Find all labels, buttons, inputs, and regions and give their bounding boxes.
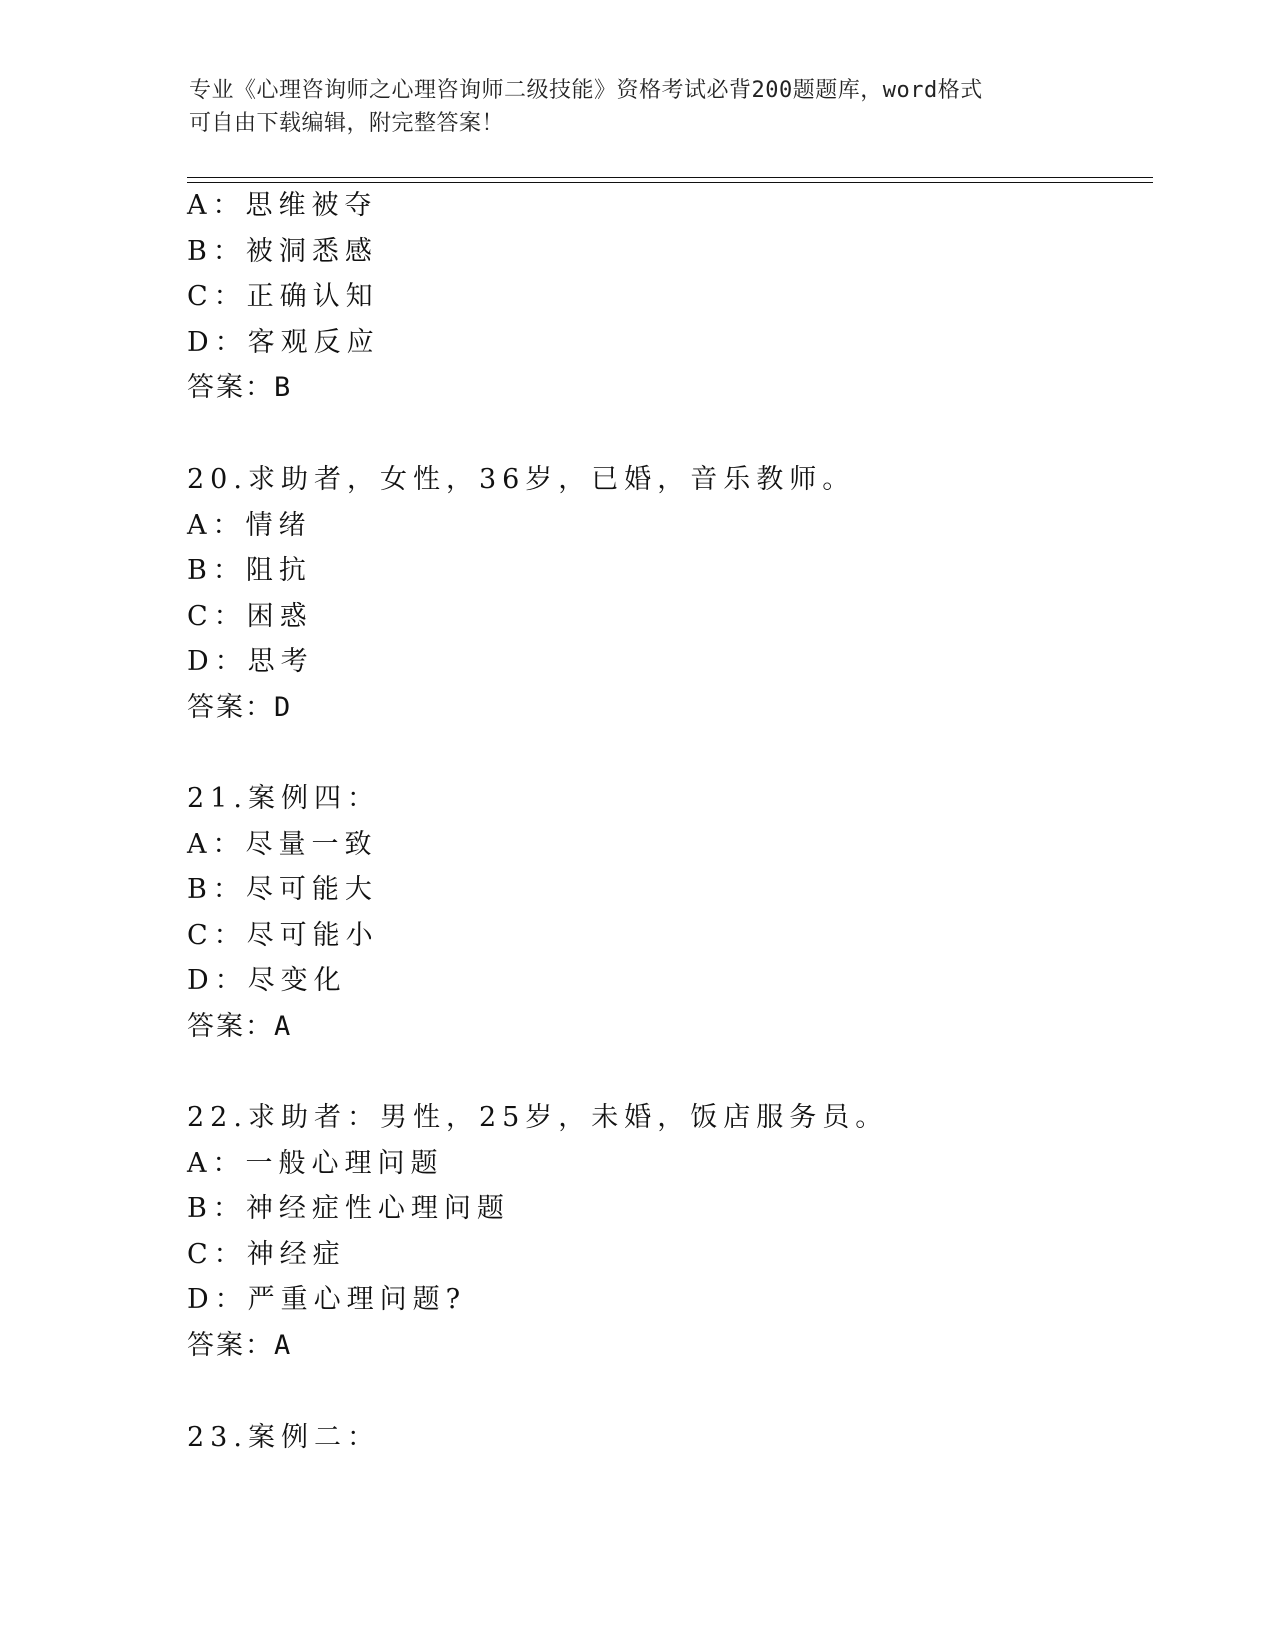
question-text: 20.求助者，女性，36岁，已婚，音乐教师。	[187, 464, 856, 495]
answer-line: 答案：D	[187, 691, 293, 723]
option-a: A：尽量一致	[187, 828, 378, 860]
option-b: B：被洞悉感	[187, 235, 378, 267]
option-c: C：困惑	[187, 600, 313, 632]
option-a: A：思维被夺	[187, 190, 378, 221]
option-a: A：一般心理问题	[187, 1147, 444, 1179]
question-block-23	[187, 1415, 1087, 1461]
header-line-1: 专业《心理咨询师之心理咨询师二级技能》资格考试必背200题题库，word格式	[189, 78, 983, 103]
option-d: D：尽变化	[187, 965, 347, 997]
question-text: 22.求助者：男性，25岁，未婚，饭店服务员。	[187, 1102, 889, 1133]
option-b: B：神经症性心理问题	[187, 1193, 510, 1225]
question-block-21	[187, 776, 1087, 1050]
answer-line: 答案：A	[187, 1329, 293, 1361]
option-c: C：正确认知	[187, 281, 379, 313]
answer-line: 答案：B	[187, 372, 293, 404]
question-text: 23.案例二：	[187, 1422, 380, 1453]
question-block-22	[187, 1095, 1087, 1369]
question-block-19-continued	[187, 183, 1087, 411]
option-a: A：情绪	[187, 509, 312, 541]
option-b: B：阻抗	[187, 555, 312, 587]
option-c: C：尽可能小	[187, 919, 379, 951]
document-header	[189, 74, 1069, 140]
answer-line: 答案：A	[187, 1010, 293, 1042]
question-block-20	[187, 457, 1087, 731]
option-d: D：客观反应	[187, 326, 380, 358]
question-text: 21.案例四：	[187, 783, 380, 814]
option-d: D：严重心理问题?	[187, 1284, 467, 1316]
header-line-2: 可自由下载编辑，附完整答案！	[189, 111, 505, 136]
option-c: C：神经症	[187, 1238, 346, 1270]
option-d: D：思考	[187, 646, 314, 678]
header-divider-top	[187, 177, 1153, 178]
option-b: B：尽可能大	[187, 874, 378, 906]
